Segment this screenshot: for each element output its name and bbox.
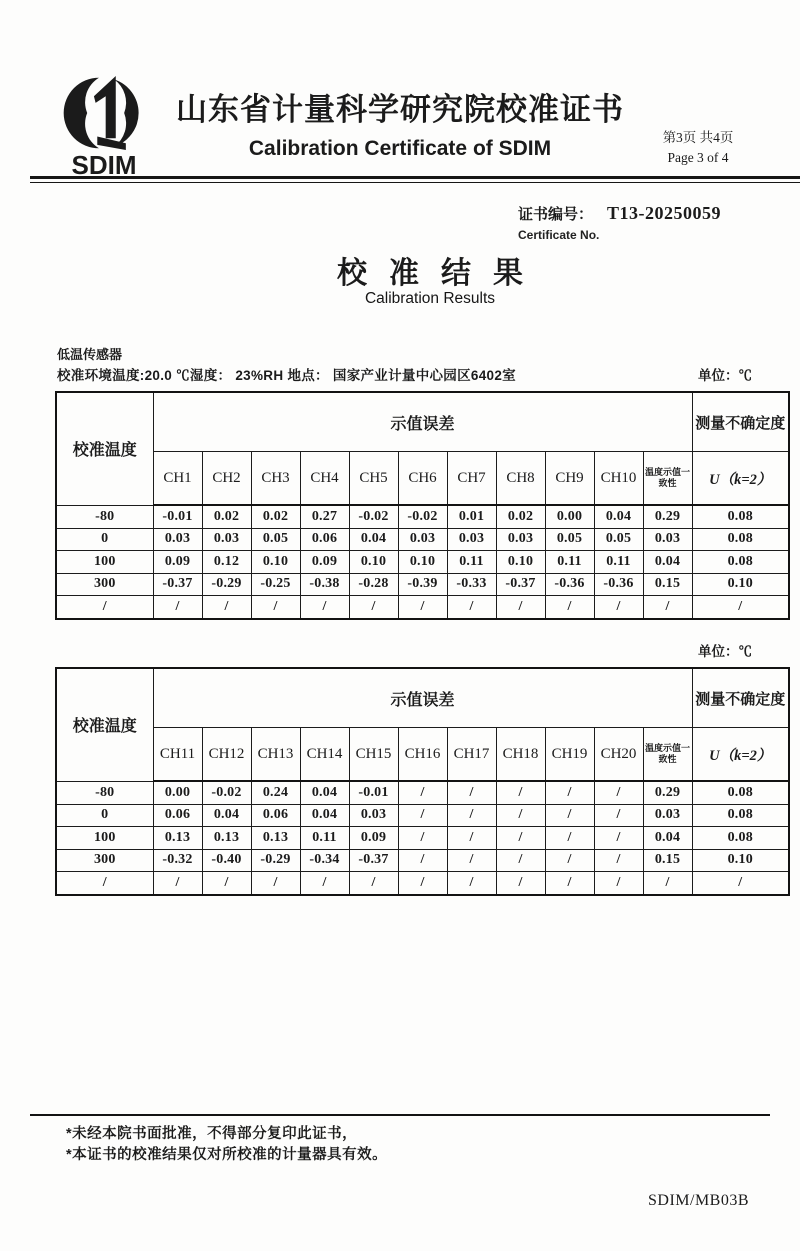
value-cell: 0.08 bbox=[692, 528, 789, 551]
consistency-header: 温度示值一致性 bbox=[643, 452, 692, 506]
value-cell: 0.13 bbox=[202, 827, 251, 850]
value-cell: 0.11 bbox=[594, 551, 643, 574]
value-cell: 0.04 bbox=[300, 804, 349, 827]
value-cell: 0.10 bbox=[349, 551, 398, 574]
value-cell: / bbox=[594, 596, 643, 619]
value-cell: / bbox=[398, 849, 447, 872]
value-cell: / bbox=[447, 781, 496, 804]
table-row bbox=[56, 827, 789, 850]
value-cell: 0.03 bbox=[643, 528, 692, 551]
value-cell: 0.11 bbox=[447, 551, 496, 574]
certificate-number-value: T13-20250059 bbox=[607, 203, 722, 223]
value-cell: / bbox=[496, 804, 545, 827]
value-cell: -0.33 bbox=[447, 573, 496, 596]
value-cell: / bbox=[202, 872, 251, 895]
value-cell: 0.03 bbox=[349, 804, 398, 827]
channel-header: CH4 bbox=[300, 452, 349, 506]
value-cell: / bbox=[398, 827, 447, 850]
u-k2-header: U（k=2） bbox=[692, 452, 789, 506]
table-row bbox=[56, 596, 789, 619]
unit-label-table1: 单位：℃ bbox=[698, 368, 752, 383]
value-cell: -0.02 bbox=[202, 781, 251, 804]
value-cell: / bbox=[545, 596, 594, 619]
temp-cell: -80 bbox=[56, 781, 153, 804]
value-cell: -0.02 bbox=[398, 505, 447, 528]
table-row bbox=[56, 505, 789, 528]
value-cell: -0.37 bbox=[496, 573, 545, 596]
temp-cell: 300 bbox=[56, 849, 153, 872]
unit-label-table2: 单位：℃ bbox=[698, 644, 752, 659]
value-cell: 0.08 bbox=[692, 781, 789, 804]
table-row bbox=[56, 551, 789, 574]
value-cell: / bbox=[447, 872, 496, 895]
value-cell: 0.09 bbox=[349, 827, 398, 850]
value-cell: / bbox=[496, 872, 545, 895]
value-cell: 0.10 bbox=[398, 551, 447, 574]
certificate-number-row bbox=[518, 203, 788, 224]
calibration-table bbox=[55, 391, 790, 620]
channel-header: CH13 bbox=[251, 728, 300, 782]
table-row bbox=[56, 872, 789, 895]
sdim-logo-icon bbox=[62, 70, 146, 156]
value-cell: / bbox=[496, 596, 545, 619]
indication-error-header: 示值误差 bbox=[153, 392, 692, 452]
value-cell: / bbox=[398, 804, 447, 827]
table-row bbox=[56, 849, 789, 872]
value-cell: / bbox=[594, 804, 643, 827]
value-cell: / bbox=[594, 849, 643, 872]
channel-header: CH19 bbox=[545, 728, 594, 782]
value-cell: -0.40 bbox=[202, 849, 251, 872]
value-cell: -0.37 bbox=[349, 849, 398, 872]
page-title-en: Calibration Certificate of SDIM bbox=[248, 137, 552, 160]
value-cell: 0.24 bbox=[251, 781, 300, 804]
page-number bbox=[618, 128, 778, 168]
channel-header: CH5 bbox=[349, 452, 398, 506]
table-row bbox=[56, 804, 789, 827]
value-cell: / bbox=[349, 872, 398, 895]
uncertainty-header: 测量不确定度 bbox=[692, 392, 789, 452]
certificate-number-label: 证书编号： bbox=[518, 206, 594, 223]
value-cell: 0.05 bbox=[545, 528, 594, 551]
value-cell: -0.28 bbox=[349, 573, 398, 596]
value-cell: / bbox=[300, 596, 349, 619]
value-cell: 0.04 bbox=[643, 551, 692, 574]
value-cell: 0.08 bbox=[692, 551, 789, 574]
temp-cell: 100 bbox=[56, 551, 153, 574]
value-cell: 0.09 bbox=[153, 551, 202, 574]
temp-cell: 100 bbox=[56, 827, 153, 850]
channel-header: CH17 bbox=[447, 728, 496, 782]
value-cell: 0.04 bbox=[594, 505, 643, 528]
value-cell: -0.01 bbox=[349, 781, 398, 804]
channel-header: CH8 bbox=[496, 452, 545, 506]
value-cell: 0.00 bbox=[153, 781, 202, 804]
value-cell: / bbox=[545, 827, 594, 850]
u-k2-header: U（k=2） bbox=[692, 728, 789, 782]
channel-header: CH18 bbox=[496, 728, 545, 782]
value-cell: -0.37 bbox=[153, 573, 202, 596]
channel-header: CH1 bbox=[153, 452, 202, 506]
value-cell: / bbox=[692, 596, 789, 619]
value-cell: 0.00 bbox=[545, 505, 594, 528]
table-row bbox=[56, 573, 789, 596]
value-cell: / bbox=[594, 827, 643, 850]
channel-header: CH3 bbox=[251, 452, 300, 506]
value-cell: 0.02 bbox=[496, 505, 545, 528]
consistency-header: 温度示值一致性 bbox=[643, 728, 692, 782]
value-cell: 0.04 bbox=[300, 781, 349, 804]
value-cell: / bbox=[545, 872, 594, 895]
value-cell: 0.03 bbox=[398, 528, 447, 551]
temp-cell: 300 bbox=[56, 573, 153, 596]
table-row bbox=[56, 528, 789, 551]
value-cell: 0.27 bbox=[300, 505, 349, 528]
value-cell: 0.02 bbox=[202, 505, 251, 528]
value-cell: / bbox=[594, 872, 643, 895]
value-cell: 0.04 bbox=[349, 528, 398, 551]
value-cell: 0.05 bbox=[594, 528, 643, 551]
value-cell: 0.02 bbox=[251, 505, 300, 528]
value-cell: / bbox=[496, 849, 545, 872]
value-cell: -0.29 bbox=[202, 573, 251, 596]
value-cell: 0.06 bbox=[153, 804, 202, 827]
value-cell: 0.12 bbox=[202, 551, 251, 574]
device-name: 低温传感器 bbox=[57, 347, 123, 362]
value-cell: 0.03 bbox=[153, 528, 202, 551]
value-cell: / bbox=[398, 781, 447, 804]
value-cell: / bbox=[153, 872, 202, 895]
certificate-number-label-en: Certificate No. bbox=[518, 228, 600, 242]
calibration-table bbox=[55, 667, 790, 896]
logo-text: SDIM bbox=[71, 150, 137, 180]
value-cell: -0.02 bbox=[349, 505, 398, 528]
value-cell: 0.06 bbox=[251, 804, 300, 827]
value-cell: -0.39 bbox=[398, 573, 447, 596]
environment-conditions: 校准环境温度:20.0 ℃湿度： 23%RH 地点： 国家产业计量中心园区6402室 bbox=[57, 368, 516, 383]
page-title-cn: 山东省计量科学研究院校准证书 bbox=[176, 92, 624, 127]
document-code: SDIM/MB03B bbox=[648, 1192, 750, 1209]
sdim-logo bbox=[52, 70, 156, 182]
value-cell: 0.03 bbox=[202, 528, 251, 551]
value-cell: / bbox=[447, 849, 496, 872]
value-cell: / bbox=[300, 872, 349, 895]
channel-header: CH15 bbox=[349, 728, 398, 782]
channel-header: CH9 bbox=[545, 452, 594, 506]
value-cell: / bbox=[594, 781, 643, 804]
channel-header: CH2 bbox=[202, 452, 251, 506]
value-cell: -0.34 bbox=[300, 849, 349, 872]
uncertainty-header: 测量不确定度 bbox=[692, 668, 789, 728]
value-cell: 0.29 bbox=[643, 505, 692, 528]
value-cell: / bbox=[153, 596, 202, 619]
value-cell: / bbox=[447, 827, 496, 850]
value-cell: -0.25 bbox=[251, 573, 300, 596]
temp-column-header: 校准温度 bbox=[56, 668, 153, 781]
indication-error-header: 示值误差 bbox=[153, 668, 692, 728]
value-cell: / bbox=[447, 804, 496, 827]
value-cell: / bbox=[349, 596, 398, 619]
value-cell: / bbox=[692, 872, 789, 895]
value-cell: 0.01 bbox=[447, 505, 496, 528]
value-cell: -0.29 bbox=[251, 849, 300, 872]
value-cell: 0.03 bbox=[496, 528, 545, 551]
value-cell: / bbox=[398, 596, 447, 619]
temp-cell: / bbox=[56, 596, 153, 619]
header-divider bbox=[30, 176, 800, 183]
channel-header: CH14 bbox=[300, 728, 349, 782]
page-number-cn: 第3页 共4页 bbox=[662, 130, 734, 145]
value-cell: 0.11 bbox=[300, 827, 349, 850]
value-cell: 0.08 bbox=[692, 505, 789, 528]
channel-header: CH20 bbox=[594, 728, 643, 782]
value-cell: 0.04 bbox=[202, 804, 251, 827]
value-cell: -0.38 bbox=[300, 573, 349, 596]
value-cell: / bbox=[398, 872, 447, 895]
channel-header: CH11 bbox=[153, 728, 202, 782]
channel-header: CH6 bbox=[398, 452, 447, 506]
value-cell: -0.36 bbox=[594, 573, 643, 596]
value-cell: 0.10 bbox=[692, 849, 789, 872]
temp-cell: 0 bbox=[56, 528, 153, 551]
footer-note: *本证书的校准结果仅对所校准的计量器具有效。 bbox=[66, 1147, 388, 1163]
temp-column-header: 校准温度 bbox=[56, 392, 153, 505]
value-cell: / bbox=[643, 872, 692, 895]
section-title-cn: 校准结果 bbox=[337, 257, 545, 290]
value-cell: 0.09 bbox=[300, 551, 349, 574]
value-cell: / bbox=[251, 872, 300, 895]
temp-cell: / bbox=[56, 872, 153, 895]
page-number-en: Page 3 of 4 bbox=[667, 150, 729, 165]
value-cell: 0.29 bbox=[643, 781, 692, 804]
value-cell: 0.10 bbox=[692, 573, 789, 596]
value-cell: 0.05 bbox=[251, 528, 300, 551]
channel-header: CH16 bbox=[398, 728, 447, 782]
channel-header: CH12 bbox=[202, 728, 251, 782]
value-cell: 0.08 bbox=[692, 827, 789, 850]
value-cell: / bbox=[447, 596, 496, 619]
footer-note: *未经本院书面批准，不得部分复印此证书， bbox=[66, 1126, 358, 1142]
channel-header: CH10 bbox=[594, 452, 643, 506]
value-cell: 0.03 bbox=[447, 528, 496, 551]
value-cell: -0.32 bbox=[153, 849, 202, 872]
value-cell: -0.01 bbox=[153, 505, 202, 528]
value-cell: 0.06 bbox=[300, 528, 349, 551]
value-cell: / bbox=[496, 827, 545, 850]
channel-header: CH7 bbox=[447, 452, 496, 506]
value-cell: 0.15 bbox=[643, 849, 692, 872]
value-cell: / bbox=[251, 596, 300, 619]
results-table-ch11-20 bbox=[55, 667, 790, 896]
value-cell: 0.15 bbox=[643, 573, 692, 596]
value-cell: 0.08 bbox=[692, 804, 789, 827]
value-cell: / bbox=[496, 781, 545, 804]
value-cell: 0.03 bbox=[643, 804, 692, 827]
footer-divider bbox=[30, 1114, 770, 1116]
value-cell: 0.11 bbox=[545, 551, 594, 574]
value-cell: / bbox=[545, 849, 594, 872]
temp-cell: 0 bbox=[56, 804, 153, 827]
footer-notes bbox=[66, 1124, 387, 1166]
section-title-en: Calibration Results bbox=[364, 290, 496, 307]
value-cell: 0.13 bbox=[153, 827, 202, 850]
value-cell: / bbox=[545, 804, 594, 827]
results-table-ch1-10 bbox=[55, 391, 790, 620]
value-cell: 0.13 bbox=[251, 827, 300, 850]
table-row bbox=[56, 781, 789, 804]
value-cell: 0.04 bbox=[643, 827, 692, 850]
value-cell: / bbox=[202, 596, 251, 619]
value-cell: / bbox=[643, 596, 692, 619]
temp-cell: -80 bbox=[56, 505, 153, 528]
value-cell: -0.36 bbox=[545, 573, 594, 596]
value-cell: 0.10 bbox=[251, 551, 300, 574]
value-cell: / bbox=[545, 781, 594, 804]
value-cell: 0.10 bbox=[496, 551, 545, 574]
